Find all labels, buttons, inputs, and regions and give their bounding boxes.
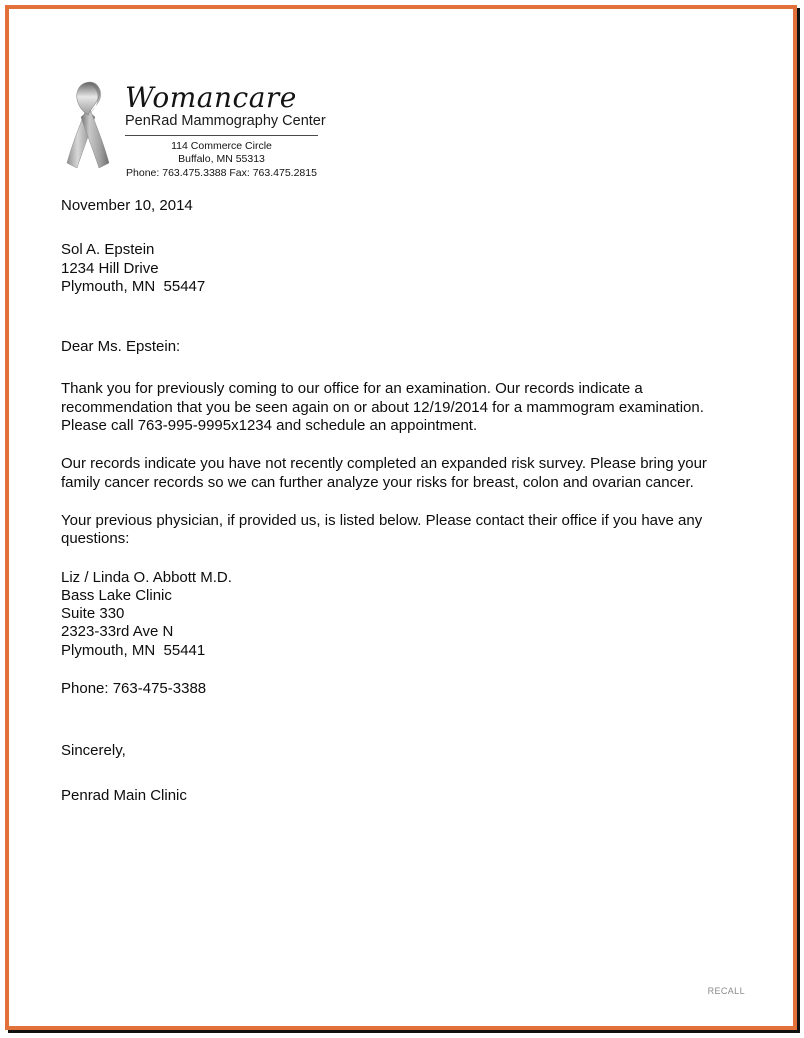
body-paragraph-2: Our records indicate you have not recently completed an expanded risk survey. Please bring your family cancer records so we can further analyze your risks for breast, colon and ovarian cancer.: [61, 455, 707, 491]
letter-body: [61, 197, 737, 805]
footer-recall-label: RECALL: [707, 986, 745, 996]
physician-clinic: Bass Lake Clinic: [61, 586, 172, 604]
body-paragraph-3: Your previous physician, if provided us, is listed below. Please contact their office if you have any questions:: [61, 511, 703, 548]
physician-city-state-zip: Plymouth, MN 55441: [61, 641, 206, 659]
address-line-1: 114 Commerce Circle: [171, 139, 272, 152]
physician-street: 2323-33rd Ave N: [61, 623, 174, 641]
address-line-2: Buffalo, MN 55313: [178, 153, 265, 166]
recipient-name: Sol A. Epstein: [61, 241, 155, 259]
physician-name: Liz / Linda O. Abbott M.D.: [61, 568, 232, 586]
physician-suite: Suite 330: [61, 605, 125, 623]
closing-salutation: Sincerely,: [61, 742, 126, 760]
letterhead-address: [125, 140, 318, 180]
brand-subtitle: PenRad Mammography Center: [125, 113, 326, 130]
letterhead: [57, 75, 326, 180]
contact-line: Phone: 763.475.3388 Fax: 763.475.2815: [126, 166, 317, 179]
page-sheet: [5, 5, 797, 1030]
recipient-address-block: [61, 241, 737, 296]
recipient-city-state-zip: Plymouth, MN 55447: [61, 277, 206, 295]
signer-name: Penrad Main Clinic: [61, 786, 187, 804]
body-paragraph-1: Thank you for previously coming to our office for an examination. Our records indicate a recommendation that you be seen again on or about 12/19/2014 for a mammogram examination. Please call 763-995-9995x1234 and schedule an appointment.: [61, 380, 704, 435]
page-content-area: [9, 9, 793, 1026]
physician-block: [61, 569, 737, 660]
pink-ribbon-icon: [57, 75, 119, 175]
brand-name: Womancare: [125, 81, 297, 114]
recipient-street: 1234 Hill Drive: [61, 259, 159, 277]
salutation: Dear Ms. Epstein:: [61, 338, 181, 356]
letterhead-divider: [125, 135, 318, 136]
letterhead-text-block: [125, 75, 326, 180]
letter-date: November 10, 2014: [61, 197, 193, 214]
physician-phone: Phone: 763-475-3388: [61, 680, 207, 698]
